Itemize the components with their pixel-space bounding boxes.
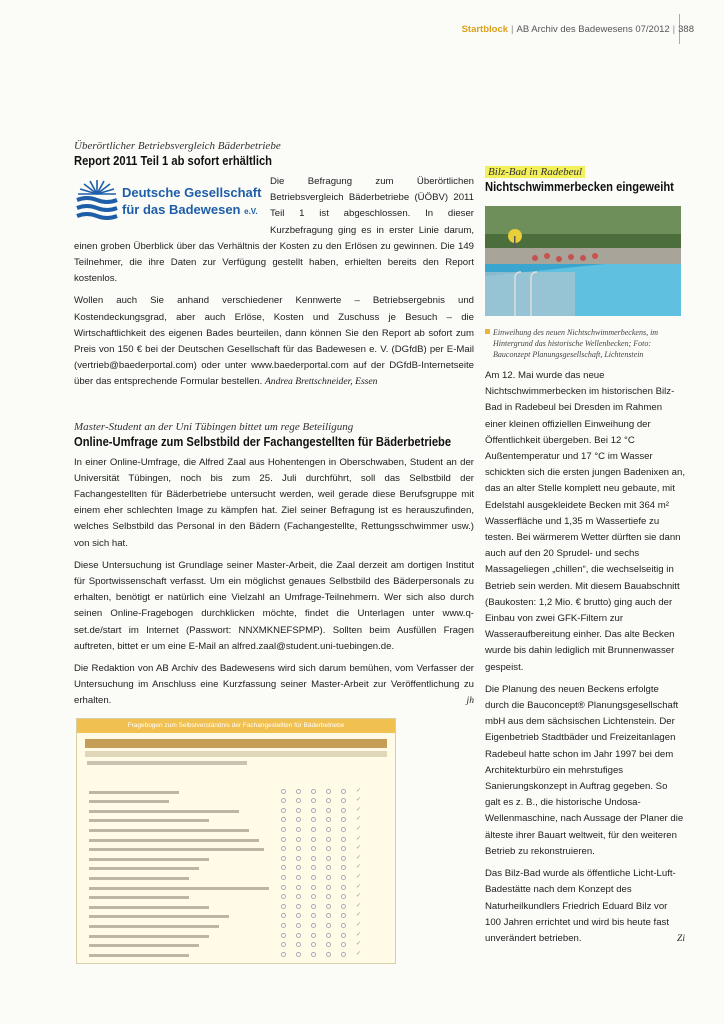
article-paragraph (74, 293, 474, 390)
radio-option-icon (311, 885, 316, 890)
photo-caption: Einweihung des neuen Nichtschwimmerbeckens, im Hintergrund das historische Wellenbecken; Foto: Bauconzept Planungsgesellschaft, Lichtenstein (493, 327, 685, 360)
survey-form-row (89, 798, 385, 805)
radio-option-icon (296, 798, 301, 803)
radio-option-icon (296, 808, 301, 813)
radio-option-icon (341, 798, 346, 803)
header-separator: | (511, 24, 514, 35)
survey-form-intro (87, 761, 247, 765)
radio-option-icon (281, 827, 286, 832)
survey-form-options (281, 923, 361, 930)
survey-form-row-text (89, 800, 169, 803)
survey-form-options (281, 885, 361, 892)
checkmark-icon: ✓ (356, 874, 362, 881)
radio-option-icon (311, 894, 316, 899)
article-report (74, 140, 474, 391)
radio-option-icon (296, 913, 301, 918)
radio-option-icon (341, 923, 346, 928)
survey-form-options (281, 808, 361, 815)
survey-form-row (89, 789, 385, 796)
page-header (462, 24, 694, 35)
radio-option-icon (281, 904, 286, 909)
checkmark-icon: ✓ (356, 883, 362, 890)
radio-option-icon (326, 865, 331, 870)
radio-option-icon (296, 885, 301, 890)
survey-form-row-text (89, 867, 199, 870)
survey-form-row-text (89, 791, 179, 794)
survey-form-subbar (85, 751, 387, 757)
survey-form-row (89, 913, 385, 920)
survey-form-bar (85, 739, 387, 748)
survey-form-row-text (89, 829, 249, 832)
survey-form-options (281, 789, 361, 796)
radio-option-icon (281, 808, 286, 813)
survey-form-row-text (89, 944, 199, 947)
radio-option-icon (281, 798, 286, 803)
article-headline: Report 2011 Teil 1 ab sofort erhältlich (74, 153, 272, 168)
survey-form-options (281, 865, 361, 872)
radio-option-icon (326, 827, 331, 832)
survey-form-title: Fragebogen zum Selbstverständnis der Fachangestellten für Bäderbetriebe (77, 719, 395, 733)
checkmark-icon: ✓ (356, 787, 362, 794)
checkmark-icon: ✓ (356, 893, 362, 900)
checkmark-icon: ✓ (356, 912, 362, 919)
survey-form-row (89, 923, 385, 930)
survey-form-row-text (89, 877, 189, 880)
article-paragraph-text: Wollen auch Sie anhand verschiedener Kennwerte – Betriebsergebnis und Kostendeckungsgrad, aber auch Erlöse, Kosten und Zuschuss je Besuch – die Wirtschaftlichkeit des eigenen Bades beurteilen, dann können Sie den Report ab sofort zum Preis von 150 € bei der Deutschen Gesellschaft für das Badewesen e. V. (DGfdB) per E-Mail (vertrieb@baederportal.com) oder unter www.baederportal.com auf der DGfdB-Internetseite über das entsprechende Formular bestellen. (74, 295, 474, 388)
radio-option-icon (311, 856, 316, 861)
header-journal: AB Archiv des Badewesens 07/2012 (516, 24, 670, 35)
checkmark-icon: ✓ (356, 806, 362, 813)
article-kicker (485, 166, 685, 178)
radio-option-icon (311, 789, 316, 794)
radio-option-icon (281, 875, 286, 880)
radio-option-icon (326, 808, 331, 813)
survey-form-options (281, 856, 361, 863)
radio-option-icon (341, 913, 346, 918)
survey-form-row-text (89, 925, 219, 928)
radio-option-icon (326, 837, 331, 842)
radio-option-icon (341, 894, 346, 899)
radio-option-icon (281, 885, 286, 890)
article-paragraph (74, 661, 474, 710)
survey-form-row (89, 894, 385, 901)
radio-option-icon (341, 885, 346, 890)
survey-form-row-text (89, 810, 239, 813)
radio-option-icon (341, 942, 346, 947)
radio-option-icon (326, 856, 331, 861)
radio-option-icon (326, 952, 331, 957)
survey-form-options (281, 913, 361, 920)
left-column (74, 140, 474, 964)
survey-form-row (89, 933, 385, 940)
survey-form-options (281, 798, 361, 805)
logo-line-1: Deutsche Gesellschaft (122, 185, 262, 200)
radio-option-icon (326, 923, 331, 928)
survey-form-row (89, 904, 385, 911)
radio-option-icon (326, 798, 331, 803)
article-survey (74, 421, 474, 964)
radio-option-icon (296, 933, 301, 938)
radio-option-icon (281, 789, 286, 794)
radio-option-icon (311, 942, 316, 947)
radio-option-icon (341, 846, 346, 851)
checkmark-icon: ✓ (356, 941, 362, 948)
radio-option-icon (296, 942, 301, 947)
radio-option-icon (296, 856, 301, 861)
article-paragraph (485, 866, 685, 947)
radio-option-icon (341, 837, 346, 842)
header-separator: | (672, 24, 676, 35)
dgfdb-logo (74, 176, 262, 232)
radio-option-icon (296, 789, 301, 794)
radio-option-icon (281, 894, 286, 899)
radio-option-icon (341, 933, 346, 938)
radio-option-icon (296, 817, 301, 822)
radio-option-icon (311, 846, 316, 851)
header-section: Startblock (461, 24, 509, 35)
radio-option-icon (281, 837, 286, 842)
radio-option-icon (326, 817, 331, 822)
survey-form-options (281, 933, 361, 940)
radio-option-icon (311, 837, 316, 842)
survey-form-row-text (89, 915, 229, 918)
survey-form-row-text (89, 839, 259, 842)
article-signature: jh (466, 695, 474, 707)
radio-option-icon (341, 817, 346, 822)
radio-option-icon (311, 933, 316, 938)
radio-option-icon (281, 952, 286, 957)
radio-option-icon (311, 808, 316, 813)
radio-option-icon (326, 913, 331, 918)
survey-form-options (281, 875, 361, 882)
radio-option-icon (281, 865, 286, 870)
article-kicker-text: Bilz-Bad in Radebeul (485, 166, 585, 178)
survey-form-options (281, 846, 361, 853)
survey-form-row (89, 837, 385, 844)
radio-option-icon (326, 904, 331, 909)
checkmark-icon: ✓ (356, 797, 362, 804)
survey-form-row-text (89, 954, 189, 957)
survey-form-row (89, 952, 385, 959)
article-kicker: Überörtlicher Betriebsvergleich Bäderbetriebe (74, 140, 281, 152)
survey-form-options (281, 952, 361, 959)
radio-option-icon (341, 952, 346, 957)
checkmark-icon: ✓ (356, 922, 362, 929)
article-bilzbad (485, 166, 685, 947)
survey-form-options (281, 904, 361, 911)
survey-form-row (89, 856, 385, 863)
logo-line-2-text: für das Badewesen (122, 202, 241, 217)
article-signature: Zi (676, 932, 685, 944)
radio-option-icon (326, 933, 331, 938)
radio-option-icon (296, 952, 301, 957)
survey-form-row-text (89, 858, 209, 861)
radio-option-icon (311, 904, 316, 909)
article-paragraph: Die Befragung zum Überörtlichen Betriebsvergleich Bäderbetriebe (ÜÖBV) 2011 Teil 1 ist abgeschlossen. In dieser Kurzbefragung ging es in erster Linie darum, einen groben Überblick über das Verhältnis der Kosten zu den Erlösen zu gewinnen. Die 149 Teilnehmer, die ihre Daten zur Verfügung gestellt haben, erhielten bereits den Report kostenlos. (74, 176, 474, 285)
radio-option-icon (296, 837, 301, 842)
radio-option-icon (296, 923, 301, 928)
checkmark-icon: ✓ (356, 854, 362, 861)
radio-option-icon (341, 875, 346, 880)
logo-ev: e.V. (244, 207, 258, 216)
article-signature: Andrea Brettschneider, Essen (264, 376, 378, 388)
survey-form-row (89, 875, 385, 882)
survey-form-row (89, 817, 385, 824)
radio-option-icon (326, 894, 331, 899)
radio-option-icon (326, 789, 331, 794)
article-paragraph-text: Die Redaktion von AB Archiv des Badewesens wird sich darum bemühen, vom Verfasser der Untersuchung im Anschluss eine Kurzfassung seiner Master-Arbeit zur Veröffentlichung zu erhalten. (74, 663, 474, 707)
radio-option-icon (341, 808, 346, 813)
radio-option-icon (296, 904, 301, 909)
article-paragraph: Am 12. Mai wurde das neue Nichtschwimmerbecken im historischen Bilz-Bad in Radebeul bei Dresden im Rahmen einer kleinen offiziellen Einweihung der Öffentlichkeit übergeben. Bei 12 °C Außentemperatur und 17 °C im Wasser schickten sich die ersten jungen Badenixen an, das an alter Stelle komplett neu gebaute, mit Edelstahl ausgekleidete Becken mit 364 m² Wasserfläche und 1,35 m Wassertiefe zu testen. Bei wärmerem Wetter dürften sie dann auch auf den 20 Sprudel- und sechs Massageliegen „chillen“, die wechselseitig in Betrieb sein werden. Mit diesem Bauabschnitt (Baukosten: 1,2 Mio. € brutto) ging auch der Einbau von zwei GFK-Filtern zur Wasseraufbereitung einher. Das alte Becken wurde bis dahin lediglich mit Brunnenwasser gespeist. (485, 370, 685, 673)
radio-option-icon (341, 865, 346, 870)
radio-option-icon (341, 904, 346, 909)
survey-form-row (89, 942, 385, 949)
article-paragraph: In einer Online-Umfrage, die Alfred Zaal aus Hohentengen in Oberschwaben, Student an der Universität Tübingen, noch bis zum 25. Juli durchführt, soll das Selbstbild der Fachangestellten für Bäderbetriebe untersucht werden, weil gerade diese Berufsgruppe mit einem eher schlechten Image zu kämpfen hat. Ziel seiner Befragung ist es herauszufinden, welches Selbstbild das Personal in den Bädern (Fachangestellte, Rettungsschwimmer usw.) von sich hat. (74, 456, 474, 549)
survey-form-row-text (89, 906, 209, 909)
radio-option-icon (326, 846, 331, 851)
survey-form-row (89, 827, 385, 834)
radio-option-icon (311, 913, 316, 918)
radio-option-icon (296, 827, 301, 832)
radio-option-icon (341, 789, 346, 794)
radio-option-icon (296, 894, 301, 899)
radio-option-icon (311, 952, 316, 957)
radio-option-icon (311, 923, 316, 928)
radio-option-icon (296, 846, 301, 851)
dgfdb-logo-icon (74, 176, 120, 228)
page-number: 388 (678, 24, 694, 35)
checkmark-icon: ✓ (356, 950, 362, 957)
survey-form-row-text (89, 896, 189, 899)
radio-option-icon (281, 817, 286, 822)
article-paragraph-text: Das Bilz-Bad wurde als öffentliche Licht-Luft-Badestätte nach dem Konzept des Naturheilkundlers Friedrich Eduard Bilz vor 100 Jahren errichtet und wird bis heute fast unverändert betrieben. (485, 868, 676, 944)
article-headline: Nichtschwimmerbecken eingeweiht (485, 179, 674, 194)
radio-option-icon (311, 875, 316, 880)
survey-form-options (281, 827, 361, 834)
radio-option-icon (326, 885, 331, 890)
radio-option-icon (281, 933, 286, 938)
survey-form-row (89, 846, 385, 853)
logo-text (122, 184, 261, 220)
survey-form-screenshot (76, 718, 396, 964)
radio-option-icon (341, 827, 346, 832)
radio-option-icon (326, 942, 331, 947)
survey-form-row-text (89, 819, 209, 822)
checkmark-icon: ✓ (356, 835, 362, 842)
survey-form-options (281, 942, 361, 949)
radio-option-icon (296, 865, 301, 870)
survey-form-options (281, 817, 361, 824)
checkmark-icon: ✓ (356, 816, 362, 823)
checkmark-icon: ✓ (356, 845, 362, 852)
survey-form-row (89, 808, 385, 815)
radio-option-icon (311, 865, 316, 870)
radio-option-icon (311, 798, 316, 803)
survey-form-options (281, 837, 361, 844)
radio-option-icon (311, 817, 316, 822)
radio-option-icon (281, 913, 286, 918)
radio-option-icon (281, 942, 286, 947)
radio-option-icon (281, 856, 286, 861)
radio-option-icon (341, 856, 346, 861)
logo-line-2 (122, 201, 261, 220)
survey-form-row-text (89, 848, 264, 851)
survey-form-options (281, 894, 361, 901)
checkmark-icon: ✓ (356, 864, 362, 871)
article-headline: Online-Umfrage zum Selbstbild der Fachangestellten für Bäderbetriebe (74, 433, 452, 449)
radio-option-icon (281, 923, 286, 928)
article-paragraph: Diese Untersuchung ist Grundlage seiner Master-Arbeit, die Zaal derzeit am dortigen Institut für Sportwissenschaft verfasst. Um ein möglichst genaues Selbstbild des Bäderpersonals zu erhalten, benötigt er natürlich eine Vielzahl an Umfrage-Teilnehmern. Wer sich also durch seinen Online-Fragebogen durchklicken möchte, findet die Unterlagen unter www.q-set.de/start im Internet (Passwort: NNXMKNEFSPMP). Sollten beim Ausfüllen Fragen auftreten, bittet er um eine E-Mail an alfred.zaal@student.uni-tuebingen.de. (74, 559, 474, 652)
survey-form-row-text (89, 935, 209, 938)
checkmark-icon: ✓ (356, 902, 362, 909)
article-paragraph: Die Planung des neuen Beckens erfolgte durch die Bauconcept® Planungsgesellschaft mbH aus dem sächsischen Lichtenstein. Der Eigenbetrieb Stadtbäder und Freizeitanlagen Radebeul hatte schon im Jahr 1997 bei dem Architekturbüro ein mehrstufiges Sanierungskonzept in Auftrag gegeben. So galt es z. B., die historische Undosa-Wellenmaschine, nach Aussage der Planer die älteste ihrer Bauart weltweit, für den weiteren Betrieb zu rekonstruieren. (485, 683, 684, 857)
radio-option-icon (296, 875, 301, 880)
article-kicker: Master-Student an der Uni Tübingen bittet um rege Beteiligung (74, 420, 354, 433)
survey-form-row-text (89, 887, 269, 890)
radio-option-icon (281, 846, 286, 851)
pool-photo (485, 206, 681, 316)
right-column (485, 166, 685, 953)
survey-form-row (89, 885, 385, 892)
checkmark-icon: ✓ (356, 931, 362, 938)
survey-form-row (89, 865, 385, 872)
checkmark-icon: ✓ (356, 826, 362, 833)
radio-option-icon (311, 827, 316, 832)
radio-option-icon (326, 875, 331, 880)
